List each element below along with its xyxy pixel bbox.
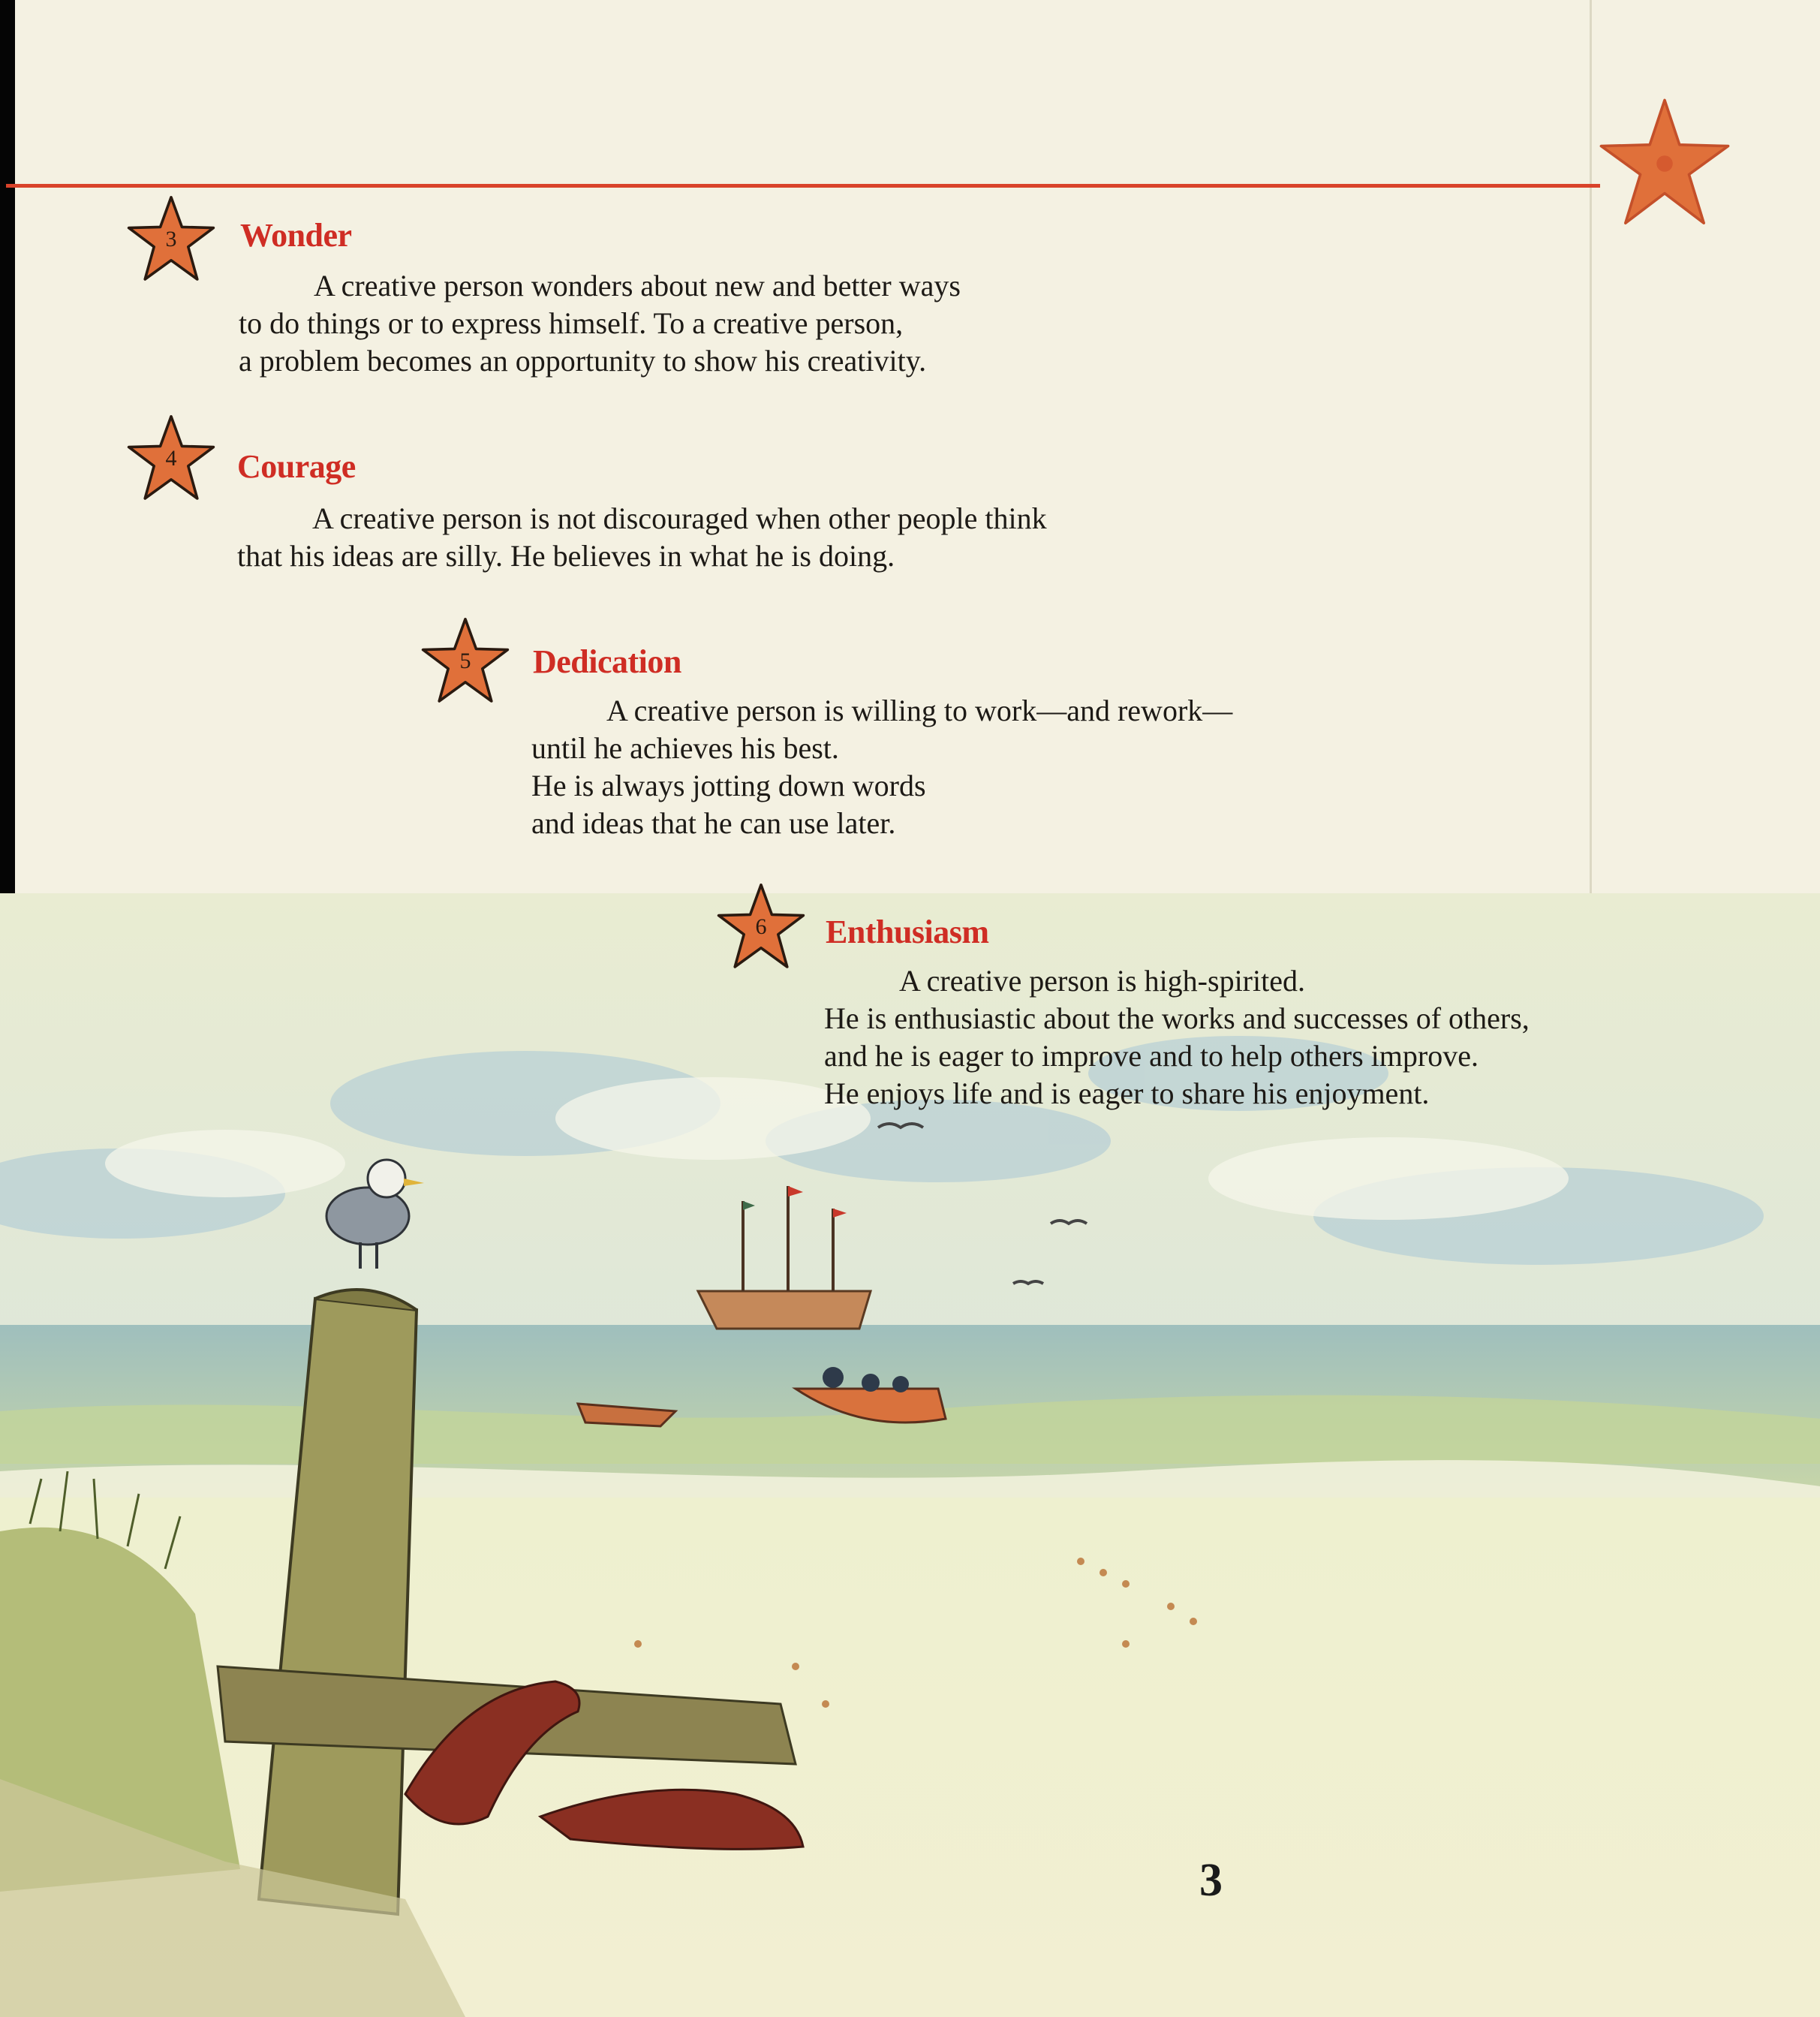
star-number-badge bbox=[126, 192, 216, 285]
trait-title: Courage bbox=[237, 448, 356, 485]
trait-title: Wonder bbox=[240, 217, 352, 254]
description-line: He is enthusiastic about the works and successes of others, bbox=[824, 1001, 1530, 1035]
description-line: A creative person is not discouraged when other people think bbox=[312, 501, 1047, 535]
trait-description bbox=[824, 962, 1530, 1112]
starfish-icon bbox=[1597, 96, 1732, 231]
star-number: 5 bbox=[459, 649, 471, 673]
description-line: until he achieves his best. bbox=[531, 731, 839, 765]
description-line: A creative person is willing to work—and rework— bbox=[606, 694, 1233, 727]
description-line: A creative person wonders about new and better ways bbox=[314, 269, 961, 303]
trait-title: Enthusiasm bbox=[826, 914, 989, 950]
description-line: and he is eager to improve and to help others improve. bbox=[824, 1039, 1479, 1073]
trait-description bbox=[531, 692, 1232, 842]
description-line: He is always jotting down words bbox=[531, 769, 926, 802]
description-line: to do things or to express himself. To a creative person, bbox=[239, 306, 904, 340]
description-line: that his ideas are silly. He believes in what he is doing. bbox=[237, 539, 895, 573]
top-rule bbox=[6, 184, 1600, 188]
description-line: a problem becomes an opportunity to show his creativity. bbox=[239, 344, 927, 378]
description-line: and ideas that he can use later. bbox=[531, 806, 896, 840]
star-number: 4 bbox=[165, 446, 177, 471]
star-number: 3 bbox=[165, 227, 177, 251]
star-number: 6 bbox=[755, 914, 767, 939]
description-line: A creative person is high-spirited. bbox=[899, 964, 1305, 998]
star-number-badge bbox=[126, 411, 216, 504]
description-line: He enjoys life and is eager to share his enjoyment. bbox=[824, 1076, 1430, 1110]
star-number-badge bbox=[716, 880, 806, 973]
trait-description bbox=[239, 267, 961, 380]
page-number: 3 bbox=[1199, 1855, 1223, 1906]
trait-title: Dedication bbox=[533, 643, 681, 680]
star-number-badge bbox=[420, 614, 510, 707]
trait-description bbox=[237, 500, 1047, 575]
